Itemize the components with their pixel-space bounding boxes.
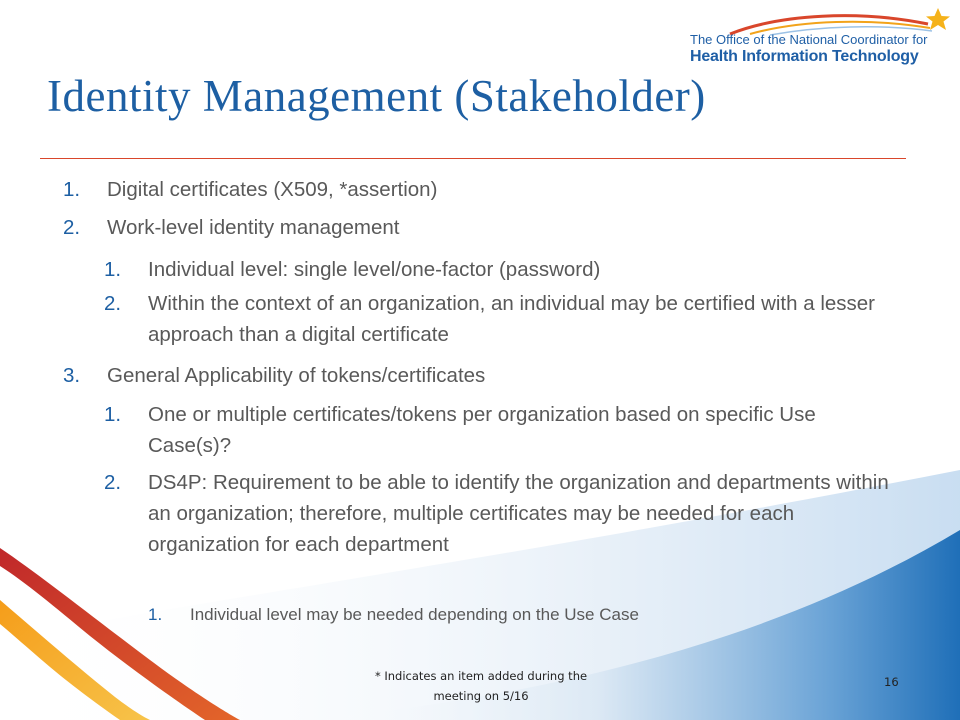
list-item — [104, 467, 893, 560]
list-item-text: Individual level may be needed depending on the Use Case — [190, 605, 639, 624]
list-item — [104, 254, 908, 285]
list-item — [104, 288, 878, 350]
list-item-text: DS4P: Requirement to be able to identify the organization and departments within an organization; therefore, multiple certificates may be needed for each organization for each department — [148, 471, 889, 556]
list-number: 1. — [148, 605, 163, 624]
list-number: 1. — [104, 258, 122, 281]
logo-text-line1: The Office of the National Coordinator for — [690, 32, 928, 47]
list-item-text: One or multiple certificates/tokens per organization based on specific Use Case(s)? — [148, 403, 816, 457]
slide-title: Identity Management (Stakeholder) — [47, 71, 706, 121]
list-item-text: Within the context of an organization, an individual may be certified with a lesser approach than a digital certificate — [148, 292, 875, 346]
list-item — [104, 399, 893, 461]
list-item-text: Digital certificates (X509, *assertion) — [107, 178, 438, 201]
list-item — [63, 212, 887, 244]
logo-text-line2: Health Information Technology — [690, 48, 919, 65]
list-number: 2. — [104, 471, 122, 494]
list-item-text: General Applicability of tokens/certificates — [107, 364, 486, 387]
list-item — [63, 360, 887, 392]
list-item — [148, 603, 890, 627]
list-number: 2. — [63, 216, 81, 239]
list-number: 2. — [104, 292, 122, 315]
page-number: 16 — [884, 675, 899, 689]
list-number: 1. — [63, 178, 81, 201]
list-item-text: Individual level: single level/one-factor (password) — [148, 258, 601, 281]
footnote: * Indicates an item added during the meeting on 5/16 — [374, 669, 588, 703]
list-item-text: Work-level identity management — [107, 216, 400, 239]
list-item — [63, 174, 887, 206]
list-number: 1. — [104, 403, 122, 426]
list-number: 3. — [63, 364, 81, 387]
